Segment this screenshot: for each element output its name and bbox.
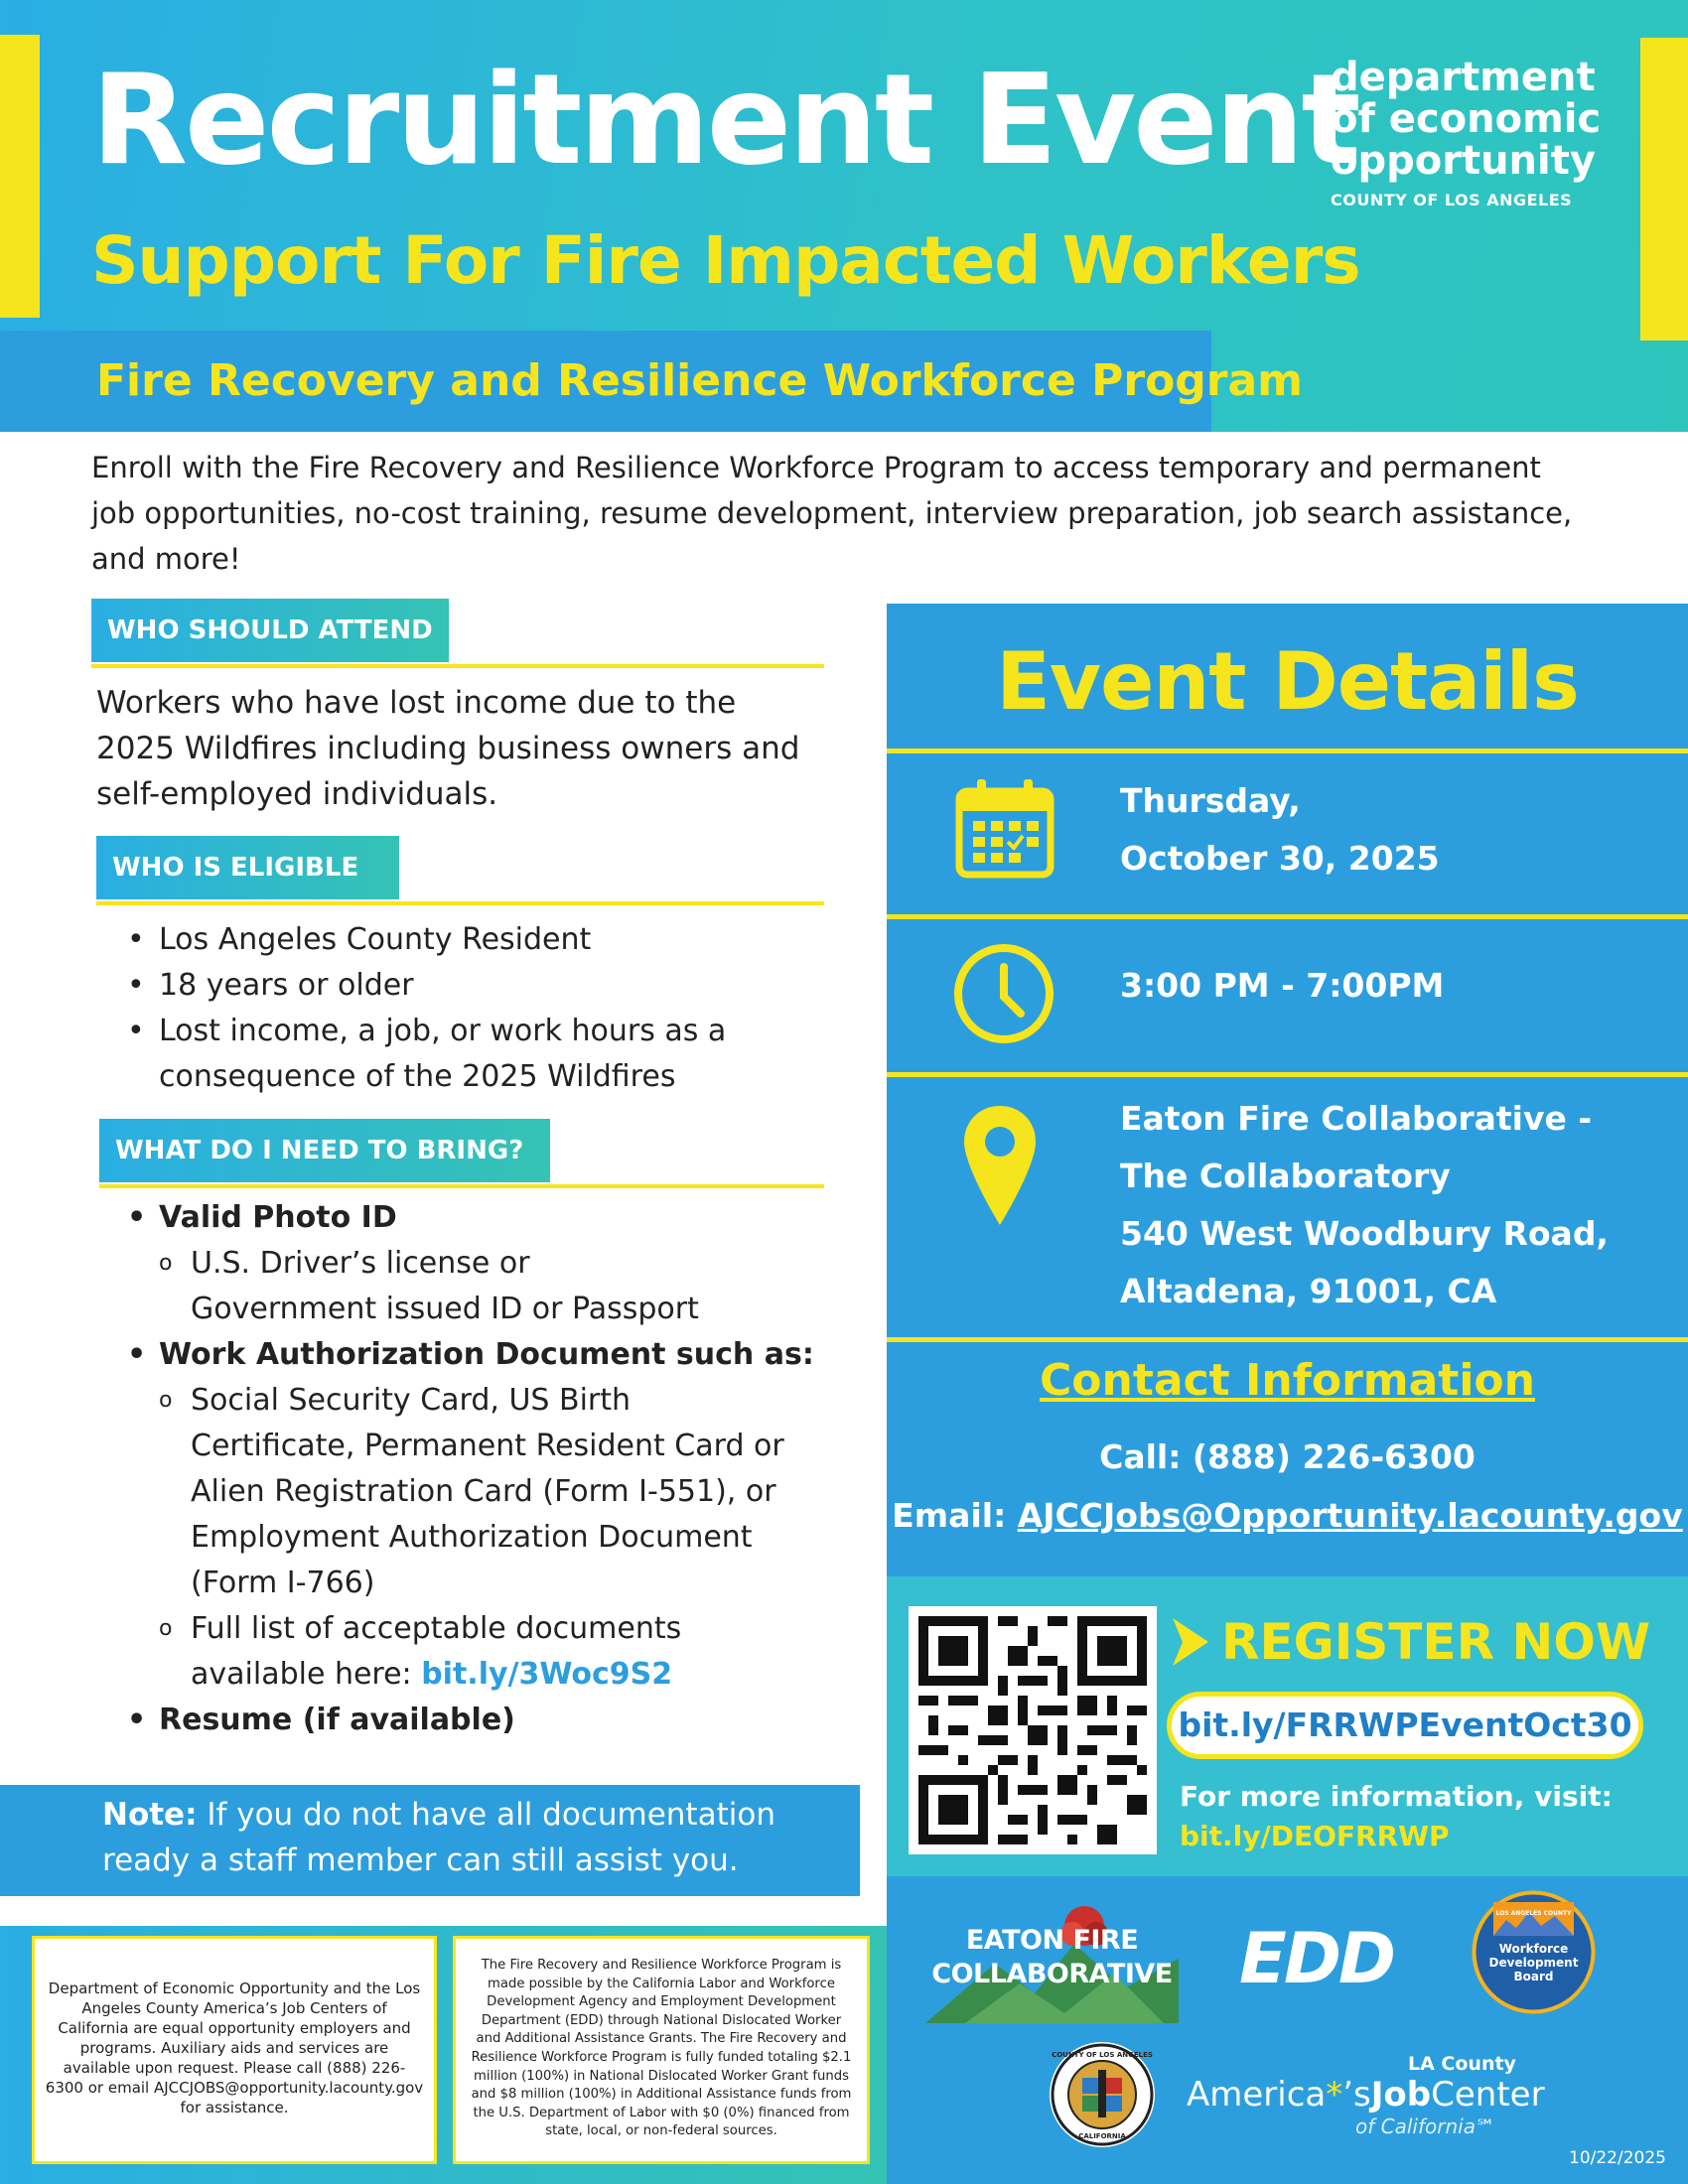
wdb-line: Development xyxy=(1488,1956,1579,1970)
section-underline xyxy=(99,1184,824,1188)
deo-logo-county: COUNTY OF LOS ANGELES xyxy=(1331,191,1573,209)
eligibility-list xyxy=(101,917,737,1100)
docs-list-link[interactable]: bit.ly/3Woc9S2 xyxy=(421,1657,673,1692)
list-item: • Los Angeles County Resident xyxy=(101,917,737,963)
intro-paragraph: Enroll with the Fire Recovery and Resilience Workforce Program to access temporary and permanent job opportunities, no-cost training, resume development, interview preparation, job search assistance, and more! xyxy=(91,451,1573,576)
page-title: Recruitment Event xyxy=(91,47,1358,193)
note-label: Note: xyxy=(102,1797,198,1833)
contact-email-label: Email: xyxy=(892,1496,1018,1535)
more-info-link[interactable]: bit.ly/DEOFRRWP xyxy=(1180,1820,1450,1852)
qr-code[interactable] xyxy=(909,1606,1157,1854)
divider xyxy=(887,1072,1688,1077)
event-location-line: Altadena, 91001, CA xyxy=(1120,1272,1497,1310)
eaton-logo-line: EATON FIRE xyxy=(965,1925,1139,1956)
divider xyxy=(887,749,1688,753)
seal-text: COUNTY OF LOS ANGELES xyxy=(1052,2051,1153,2059)
list-item: • Resume (if available) xyxy=(101,1698,816,1743)
more-info-text: For more information, visit: xyxy=(1180,1780,1613,1813)
section-underline xyxy=(91,664,824,668)
list-item: o U.S. Driver’s license or Government issued ID or Passport xyxy=(101,1241,717,1332)
clock-icon xyxy=(951,941,1056,1046)
event-location-line: The Collaboratory xyxy=(1120,1157,1451,1195)
event-time: 3:00 PM - 7:00PM xyxy=(1120,966,1445,1005)
docs-list-text: Full list of acceptable documents available here: xyxy=(191,1611,682,1692)
page-subtitle: Support For Fire Impacted Workers xyxy=(91,222,1360,299)
la-county-seal xyxy=(1048,2040,1157,2149)
deo-logo-line: of economic xyxy=(1331,96,1602,142)
qr-code-graphic xyxy=(909,1606,1157,1854)
contact-title: Contact Information xyxy=(1040,1355,1535,1406)
what-to-bring-heading: WHAT DO I NEED TO BRING? xyxy=(99,1119,550,1182)
eeo-notice: Department of Economic Opportunity and the Los Angeles County America’s Job Centers of California are equal opportunity employers and programs. Auxiliary aids and services are available upon request. Please call (888) 226-6300 or email AJCCJOBS@opportunity.lacounty.gov for assistance. xyxy=(32,1936,437,2164)
list-item: • Lost income, a job, or work hours as a consequence of the 2025 Wildfires xyxy=(101,1009,737,1100)
list-item: • 18 years or older xyxy=(101,963,737,1009)
ajc-center: Center xyxy=(1431,2075,1545,2115)
event-date: October 30, 2025 xyxy=(1120,839,1440,878)
event-location-line: 540 West Woodbury Road, xyxy=(1120,1214,1609,1253)
ajc-job: Job xyxy=(1370,2075,1432,2115)
note-body: If you do not have all documentation ready a staff member can still assist you. xyxy=(102,1797,775,1878)
contact-email-link[interactable]: AJCCJobs@Opportunity.lacounty.gov xyxy=(1017,1496,1683,1535)
event-location-line: Eaton Fire Collaborative - xyxy=(1120,1099,1593,1138)
event-day: Thursday, xyxy=(1120,781,1301,820)
ajc-county-label: LA County xyxy=(1408,2053,1516,2075)
program-title: Fire Recovery and Resilience Workforce Program xyxy=(96,355,1304,406)
bring-list xyxy=(101,1195,816,1743)
contact-phone: Call: (888) 226-6300 xyxy=(1099,1437,1476,1476)
funding-notice: The Fire Recovery and Resilience Workforce Program is made possible by the California Labor and Workforce Development Agency and Employment Development Department (EDD) through National Dislocated Worker and Additional Assistance Grants. The Fire Recovery and Resilience Workforce Program is fully funded totaling $2.1 million (100%) in National Dislocated Worker Grant funds and $8 million (100%) in Additional Assistance funds from the U.S. Department of Labor with $0 (0%) financed from state, local, or non-federal sources. xyxy=(453,1936,870,2164)
wdb-line: Board xyxy=(1513,1970,1554,1983)
who-attend-heading: WHO SHOULD ATTEND xyxy=(91,599,449,662)
list-item: • Valid Photo ID xyxy=(101,1195,816,1241)
event-details-title: Event Details xyxy=(996,635,1579,728)
edd-logo: EDD xyxy=(1239,1918,1394,1999)
divider xyxy=(887,914,1688,919)
eaton-logo-text xyxy=(925,1924,1179,1991)
ajc-america: America xyxy=(1187,2075,1327,2115)
contact-email xyxy=(887,1496,1688,1535)
wdb-line: Workforce xyxy=(1498,1942,1569,1956)
ajc-s: ’s xyxy=(1342,2075,1371,2115)
who-attend-text: Workers who have lost income due to the 2025 Wildfires including business owners and self-employed individuals. xyxy=(96,685,800,812)
americas-job-center-logo xyxy=(1187,2075,1545,2115)
ajc-star: * xyxy=(1326,2075,1343,2115)
list-item: • Work Authorization Document such as: xyxy=(101,1332,816,1378)
yellow-accent-bar-left xyxy=(0,35,40,318)
calendar-icon xyxy=(953,777,1056,881)
deo-logo-line: department xyxy=(1331,55,1596,100)
workforce-development-board-logo xyxy=(1472,1890,1596,2014)
deo-logo-line: opportunity xyxy=(1331,138,1596,184)
note-text xyxy=(102,1792,857,1883)
location-pin-icon xyxy=(960,1102,1040,1231)
divider xyxy=(887,1337,1688,1342)
ajc-california: of California℠ xyxy=(1355,2115,1496,2138)
yellow-accent-bar-right xyxy=(1640,38,1688,341)
register-link-button[interactable]: bit.ly/FRRWPEventOct30 xyxy=(1167,1692,1643,1759)
list-item: o Social Security Card, US Birth Certificate, Permanent Resident Card or Alien Registration Card (Form I-551), or Employment Authorization Document (Form I-766) xyxy=(101,1378,796,1606)
seal-bottom-text: CALIFORNIA xyxy=(1078,2132,1126,2140)
deo-logo xyxy=(1331,55,1602,209)
date-stamp: 10/22/2025 xyxy=(1569,2148,1666,2168)
section-underline xyxy=(96,901,824,905)
wdb-top-text: LOS ANGELES COUNTY xyxy=(1495,1910,1572,1917)
eaton-logo-line: COLLABORATIVE xyxy=(931,1959,1173,1989)
chevron-right-icon xyxy=(1167,1614,1214,1670)
who-eligible-heading: WHO IS ELIGIBLE xyxy=(96,836,399,899)
list-item xyxy=(101,1606,796,1698)
register-now-title: REGISTER NOW xyxy=(1221,1613,1650,1671)
